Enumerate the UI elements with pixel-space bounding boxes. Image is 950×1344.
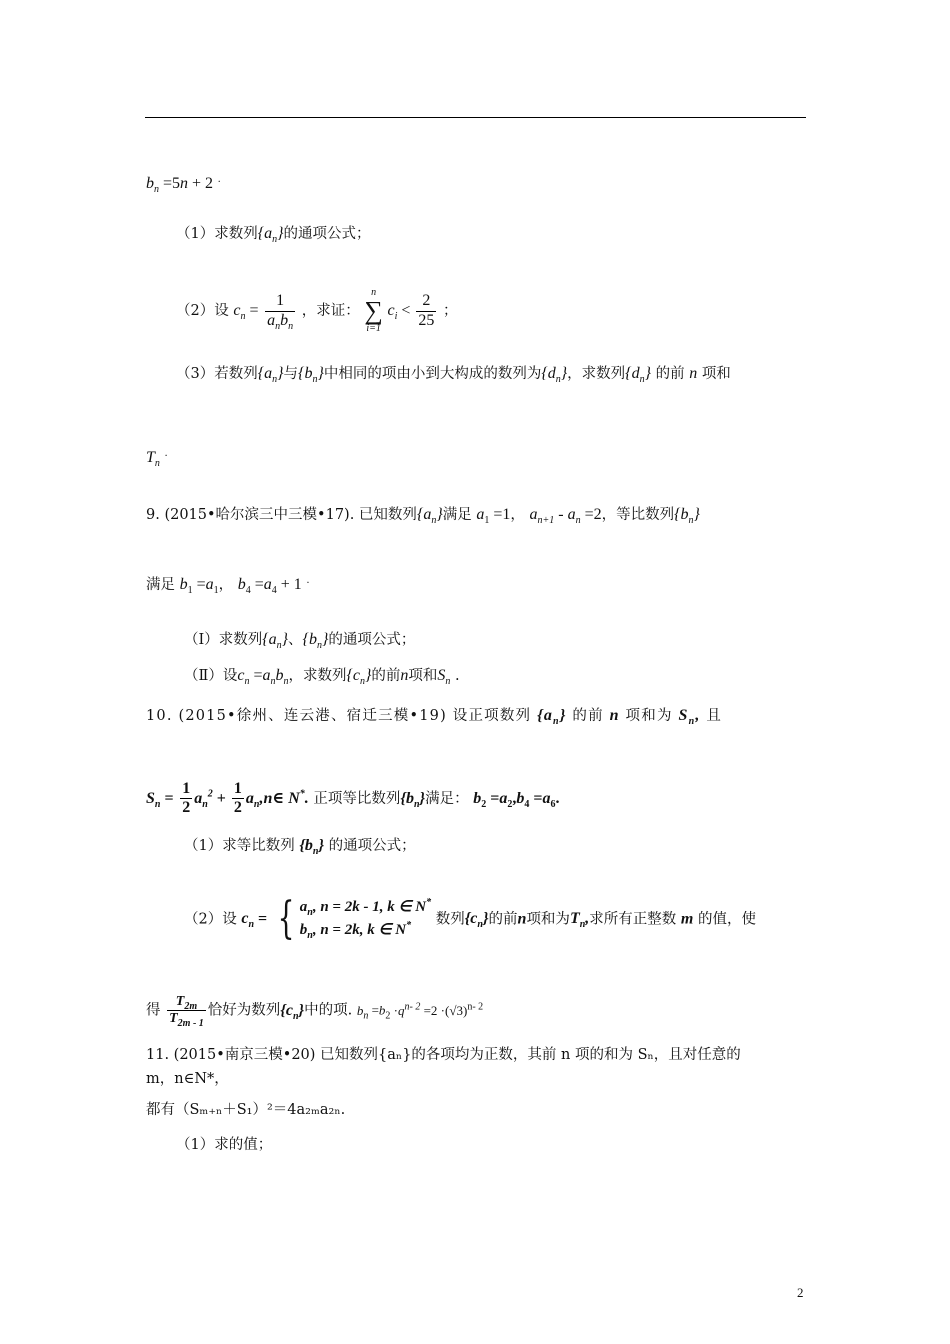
- line-Tn: $T_n$ .: [146, 448, 168, 470]
- q11-heading: 11. (2015•南京三模•20) 已知数列{aₙ}的各项均为正数，其前 n 项的和为 Sₙ，且对任意的: [146, 1047, 741, 1063]
- q11-line2: m，n∈N*，: [146, 1071, 229, 1087]
- q10-part2-cont: 得 $\frac{T_{2m}}{T_{2m - 1}}$ 恰好为数列$\{c_n\}$中的项. $b_n =b_2 \cdot q^{n- 2} =2 \cdot(√3)^{n- 2}$: [146, 994, 484, 1029]
- q9-part2: （Ⅱ）设$c_n =a_nb_n$，求数列$\{c_n\}$的前n项和$S_n$ .: [184, 667, 460, 688]
- q11-line3: 都有（Sₘ₊ₙ＋S₁）²＝4a₂ₘa₂ₙ.: [146, 1102, 346, 1118]
- line-bn-formula: $b_n =5n + 2$ .: [146, 174, 221, 196]
- q8-part3: （3）若数列$\{a_n\}$与$\{b_n\}$中相同的项由小到大构成的数列为$\{d_n\}$，求数列$\{d_n\}$ 的前 n 项和: [176, 365, 731, 386]
- q8-part1: （1）求数列$\{a_n\}$的通项公式；: [176, 225, 371, 246]
- q9-heading: 9. (2015•哈尔滨三中三模•17). 已知数列$\{a_n\}$满足 $a_1 =1$， $a_{n+1} - a_n =2$，等比数列$\{b_n\}$: [146, 506, 700, 527]
- q10-condition: $S_n$ = $\frac{1}{2}$ $a_n^2$ + $\frac{1}{2}$ $a_n,n\in$ N*. 正项等比数列$\{b_n\}$满足： $b_2 =a_2,b_4 =a_6$.: [146, 780, 560, 817]
- q10-heading: 10. (2015•徐州、连云港、宿迁三模•19) 设正项数列 $\{a_n\}$ 的前 n 项和为 $S_n$, 且: [146, 707, 723, 728]
- q9-part1: （Ⅰ）求数列$\{a_n\}$、$\{b_n\}$的通项公式；: [184, 631, 416, 652]
- header-rule: [145, 117, 806, 118]
- q10-part2: （2）设 $c_n$ = { $a_n$, n = 2k - 1, k ∈ N* $b_n$, n = 2k, k ∈ N* 数列$\{c_n\}$的前n项和为$T_n$,求所有正整数 m 的值，使: [184, 893, 756, 945]
- q11-part1: （1）求的值；: [176, 1137, 273, 1153]
- q8-part2: （2）设 $c_n$ = $\frac{1}{a_nb_n}$ ，求证： n ∑ i=1 $c_i$ < $\frac{2}{25}$ ；: [176, 287, 458, 334]
- q10-part1: （1）求等比数列 $\{b_n\}$ 的通项公式；: [184, 837, 416, 858]
- q9-condition: 满足 $b_1 =a_1$， $b_4 =a_4 + 1$ .: [146, 575, 310, 597]
- page-number: 2: [797, 1285, 804, 1300]
